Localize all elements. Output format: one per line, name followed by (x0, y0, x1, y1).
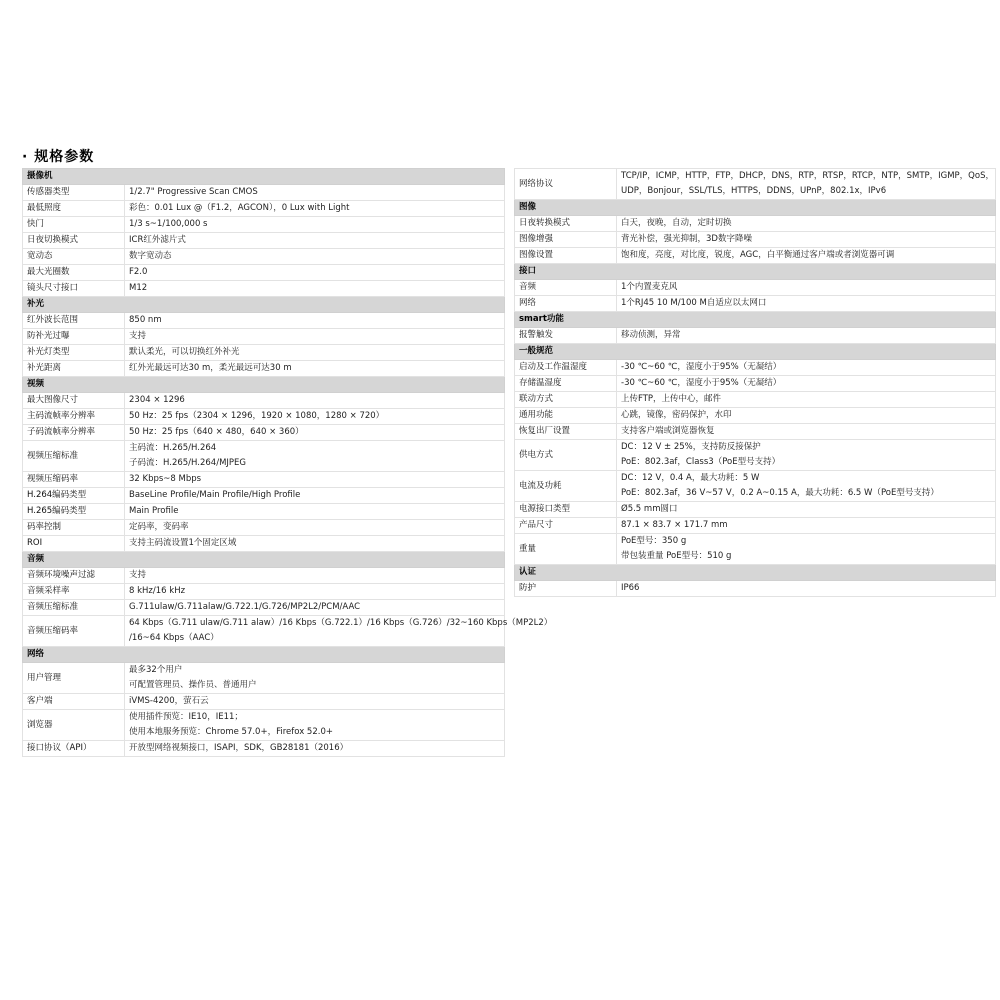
spec-value-line: 饱和度，亮度，对比度，锐度，AGC，白平衡通过客户端或者浏览器可调 (621, 250, 895, 260)
spec-row (23, 345, 505, 361)
section-header-row (515, 264, 996, 280)
spec-value-line: 可配置管理员、操作员、普通用户 (129, 680, 257, 690)
spec-value (125, 265, 505, 281)
spec-label: 传感器类型 (23, 185, 125, 201)
spec-value-line: UDP，Bonjour，SSL/TLS，HTTPS，DDNS，UPnP，802.1x，IPv6 (621, 186, 887, 196)
section-title: 视频 (23, 377, 505, 393)
spec-label: 快门 (23, 217, 125, 233)
spec-value (617, 581, 996, 597)
spec-value-line: 8 kHz/16 kHz (129, 586, 186, 596)
spec-row (515, 408, 996, 424)
spec-label: 浏览器 (23, 710, 125, 741)
spec-value-line: Main Profile (129, 506, 179, 516)
spec-value-line: 50 Hz：25 fps（640 × 480，640 × 360） (129, 427, 304, 437)
spec-row (23, 488, 505, 504)
spec-label: 补光距离 (23, 361, 125, 377)
spec-value (617, 328, 996, 344)
spec-row (23, 600, 505, 616)
spec-value (125, 441, 505, 472)
spec-value (617, 408, 996, 424)
spec-value (125, 281, 505, 297)
spec-value-line: 心跳，镜像，密码保护，水印 (621, 410, 732, 420)
spec-value (125, 329, 505, 345)
section-title: 网络 (23, 647, 505, 663)
spec-value-line: ICR红外滤片式 (129, 235, 186, 245)
section-title: 图像 (515, 200, 996, 216)
section-title: 接口 (515, 264, 996, 280)
spec-value (125, 201, 505, 217)
spec-row (515, 518, 996, 534)
spec-value-line: 支持 (129, 331, 147, 341)
spec-row (515, 216, 996, 232)
spec-value-line: PoE：802.3af，36 V~57 V，0.2 A~0.15 A，最大功耗：6.5 W（PoE型号支持） (621, 488, 939, 498)
spec-value (125, 568, 505, 584)
spec-value-line: 子码流：H.265/H.264/MJPEG (129, 458, 246, 468)
spec-label: 网络协议 (515, 169, 617, 200)
spec-label: 音频环境噪声过滤 (23, 568, 125, 584)
section-header-row (515, 344, 996, 360)
spec-value-line: 上传FTP，上传中心，邮件 (621, 394, 722, 404)
section-title: 认证 (515, 565, 996, 581)
spec-label: 最大光圈数 (23, 265, 125, 281)
spec-value-line: PoE型号：350 g (621, 536, 687, 546)
spec-value (125, 472, 505, 488)
spec-row (23, 409, 505, 425)
spec-row (23, 472, 505, 488)
spec-row (515, 392, 996, 408)
spec-row (515, 424, 996, 440)
right-spec-table (514, 168, 996, 597)
spec-label: 日夜转换模式 (515, 216, 617, 232)
spec-label: 防护 (515, 581, 617, 597)
spec-row (23, 441, 505, 472)
section-title: 补光 (23, 297, 505, 313)
spec-value (125, 520, 505, 536)
spec-value-line: 带包装重量 PoE型号：510 g (621, 551, 732, 561)
spec-value-line: -30 ℃~60 ℃，湿度小于95%（无凝结） (621, 378, 782, 388)
spec-value (125, 425, 505, 441)
spec-value-line: 定码率，变码率 (129, 522, 189, 532)
spec-row (23, 217, 505, 233)
spec-value-line: 850 nm (129, 315, 162, 325)
spec-value-line: 白天，夜晚，自动，定时切换 (621, 218, 732, 228)
spec-label: 补光灯类型 (23, 345, 125, 361)
spec-label: 报警触发 (515, 328, 617, 344)
spec-value-line: 使用本地服务预览：Chrome 57.0+，Firefox 52.0+ (129, 727, 333, 737)
spec-value (125, 600, 505, 616)
spec-label: 联动方式 (515, 392, 617, 408)
spec-row (23, 249, 505, 265)
spec-value (617, 471, 996, 502)
spec-value-line: 1个RJ45 10 M/100 M自适应以太网口 (621, 298, 767, 308)
spec-value-line: M12 (129, 283, 148, 293)
section-title: 音频 (23, 552, 505, 568)
spec-row (23, 393, 505, 409)
spec-label: H.265编码类型 (23, 504, 125, 520)
spec-label: 用户管理 (23, 663, 125, 694)
spec-value (617, 232, 996, 248)
spec-label: 最大图像尺寸 (23, 393, 125, 409)
spec-row (515, 360, 996, 376)
spec-row (23, 710, 505, 741)
spec-row (515, 296, 996, 312)
spec-value-line: /16~64 Kbps（AAC） (129, 633, 219, 643)
spec-value (125, 616, 553, 647)
section-title: 摄像机 (23, 169, 505, 185)
spec-label: 图像增强 (515, 232, 617, 248)
spec-value (125, 345, 505, 361)
spec-value (125, 393, 505, 409)
spec-label: 启动及工作温湿度 (515, 360, 617, 376)
spec-label: 接口协议（API） (23, 741, 125, 757)
spec-row (515, 328, 996, 344)
spec-value-line: DC：12 V ± 25%，支持防反接保护 (621, 442, 761, 452)
spec-row (23, 536, 505, 552)
section-header-row (23, 552, 505, 568)
spec-value-line: Ø5.5 mm圆口 (621, 504, 678, 514)
spec-value (125, 504, 505, 520)
spec-value (125, 536, 505, 552)
spec-value-line: 87.1 × 83.7 × 171.7 mm (621, 520, 728, 530)
spec-row (515, 232, 996, 248)
spec-row (23, 329, 505, 345)
spec-value-line: 主码流：H.265/H.264 (129, 443, 217, 453)
spec-label: 子码流帧率分辨率 (23, 425, 125, 441)
spec-label: 镜头尺寸接口 (23, 281, 125, 297)
spec-label: H.264编码类型 (23, 488, 125, 504)
section-header-row (23, 297, 505, 313)
spec-row (515, 169, 996, 200)
spec-label: 红外波长范围 (23, 313, 125, 329)
spec-row (23, 425, 505, 441)
spec-label: 客户端 (23, 694, 125, 710)
spec-row (23, 265, 505, 281)
spec-label: 音频压缩码率 (23, 616, 125, 647)
section-header-row (515, 565, 996, 581)
spec-value (617, 424, 996, 440)
spec-value (125, 249, 505, 265)
spec-row (23, 185, 505, 201)
spec-label: 图像设置 (515, 248, 617, 264)
spec-label: 防补光过曝 (23, 329, 125, 345)
spec-value (125, 584, 505, 600)
spec-value-line: BaseLine Profile/Main Profile/High Profile (129, 490, 301, 500)
spec-row (515, 248, 996, 264)
spec-value-line: 支持客户端或浏览器恢复 (621, 426, 715, 436)
spec-value (125, 217, 505, 233)
spec-value-line: 红外光最远可达30 m，柔光最远可达30 m (129, 363, 292, 373)
spec-label: 音频 (515, 280, 617, 296)
spec-row (23, 201, 505, 217)
spec-value (125, 409, 505, 425)
spec-value-line: 默认柔光，可以切换红外补光 (129, 347, 240, 357)
spec-label: 电源接口类型 (515, 502, 617, 518)
spec-label: 产品尺寸 (515, 518, 617, 534)
spec-row (23, 313, 505, 329)
spec-row (515, 581, 996, 597)
spec-row (515, 376, 996, 392)
spec-label: 宽动态 (23, 249, 125, 265)
spec-value (617, 248, 996, 264)
spec-value (617, 518, 996, 534)
spec-label: 日夜切换模式 (23, 233, 125, 249)
section-header-row (23, 647, 505, 663)
spec-value-line: F2.0 (129, 267, 148, 277)
spec-value-line: 1/3 s~1/100,000 s (129, 219, 208, 229)
spec-label: 存储温湿度 (515, 376, 617, 392)
spec-value (125, 313, 505, 329)
spec-value-line: PoE：802.3af，Class3（PoE型号支持） (621, 457, 781, 467)
spec-label: 恢复出厂设置 (515, 424, 617, 440)
spec-value-line: 移动侦测，异常 (621, 330, 681, 340)
spec-value (125, 185, 505, 201)
spec-value-line: 支持主码流设置1个固定区域 (129, 538, 237, 548)
spec-row (515, 280, 996, 296)
page-title: · 规格参数 (22, 149, 95, 165)
spec-value (125, 710, 505, 741)
spec-label: 电流及功耗 (515, 471, 617, 502)
spec-row (23, 504, 505, 520)
spec-row (23, 616, 505, 647)
section-header-row (23, 169, 505, 185)
spec-label: 最低照度 (23, 201, 125, 217)
spec-value (125, 741, 505, 757)
spec-value-line: 使用插件预览：IE10，IE11； (129, 712, 243, 722)
spec-value (125, 694, 505, 710)
spec-value-line: TCP/IP，ICMP，HTTP，FTP，DHCP，DNS，RTP，RTSP，RTCP，NTP，SMTP，IGMP，QoS， (621, 171, 994, 181)
section-header-row (23, 377, 505, 393)
spec-value-line: 50 Hz：25 fps（2304 × 1296，1920 × 1080，1280 × 720） (129, 411, 385, 421)
spec-value-line: DC：12 V，0.4 A，最大功耗：5 W (621, 473, 760, 483)
spec-row (23, 233, 505, 249)
spec-value-line: 数字宽动态 (129, 251, 172, 261)
spec-value-line: IP66 (621, 583, 640, 593)
spec-value-line: 开放型网络视频接口，ISAPI，SDK，GB28181（2016） (129, 743, 349, 753)
spec-value-line: 1/2.7" Progressive Scan CMOS (129, 187, 258, 197)
spec-row (23, 663, 505, 694)
spec-value-line: 2304 × 1296 (129, 395, 185, 405)
spec-value (617, 169, 996, 200)
spec-value (125, 233, 505, 249)
spec-value (125, 361, 505, 377)
spec-value (617, 392, 996, 408)
spec-row (515, 471, 996, 502)
spec-row (515, 502, 996, 518)
spec-row (23, 568, 505, 584)
spec-row (23, 520, 505, 536)
spec-value-line: 最多32个用户 (129, 665, 183, 675)
spec-value-line: 32 Kbps~8 Mbps (129, 474, 202, 484)
spec-label: 码率控制 (23, 520, 125, 536)
spec-value-line: iVMS-4200，萤石云 (129, 696, 209, 706)
spec-row (23, 281, 505, 297)
spec-row (23, 694, 505, 710)
spec-row (23, 741, 505, 757)
spec-label: ROI (23, 536, 125, 552)
spec-value (617, 296, 996, 312)
spec-row (23, 361, 505, 377)
spec-value (125, 488, 505, 504)
spec-label: 供电方式 (515, 440, 617, 471)
spec-value-line: 背光补偿，强光抑制，3D数字降噪 (621, 234, 752, 244)
spec-label: 音频压缩标准 (23, 600, 125, 616)
spec-label: 音频采样率 (23, 584, 125, 600)
spec-value-line: G.711ulaw/G.711alaw/G.722.1/G.726/MP2L2/PCM/AAC (129, 602, 361, 612)
spec-value-line: 支持 (129, 570, 147, 580)
section-title: smart功能 (515, 312, 996, 328)
spec-label: 通用功能 (515, 408, 617, 424)
spec-value (617, 534, 996, 565)
spec-label: 视频压缩标准 (23, 441, 125, 472)
spec-value-line: 彩色：0.01 Lux @（F1.2，AGCON），0 Lux with Light (129, 203, 350, 213)
spec-value (617, 376, 996, 392)
spec-value-line: 64 Kbps（G.711 ulaw/G.711 alaw）/16 Kbps（G.722.1）/16 Kbps（G.726）/32~160 Kbps（MP2L2） (129, 618, 553, 628)
spec-value (617, 360, 996, 376)
spec-value (125, 663, 505, 694)
spec-row (23, 584, 505, 600)
spec-value (617, 216, 996, 232)
spec-label: 视频压缩码率 (23, 472, 125, 488)
section-header-row (515, 200, 996, 216)
section-header-row (515, 312, 996, 328)
spec-value-line: 1个内置麦克风 (621, 282, 678, 292)
spec-label: 网络 (515, 296, 617, 312)
spec-value-line: -30 ℃~60 ℃，湿度小于95%（无凝结） (621, 362, 782, 372)
spec-value (617, 440, 996, 471)
spec-label: 主码流帧率分辨率 (23, 409, 125, 425)
spec-row (515, 440, 996, 471)
spec-label: 重量 (515, 534, 617, 565)
spec-value (617, 502, 996, 518)
spec-value (617, 280, 996, 296)
section-title: 一般规范 (515, 344, 996, 360)
spec-row (515, 534, 996, 565)
